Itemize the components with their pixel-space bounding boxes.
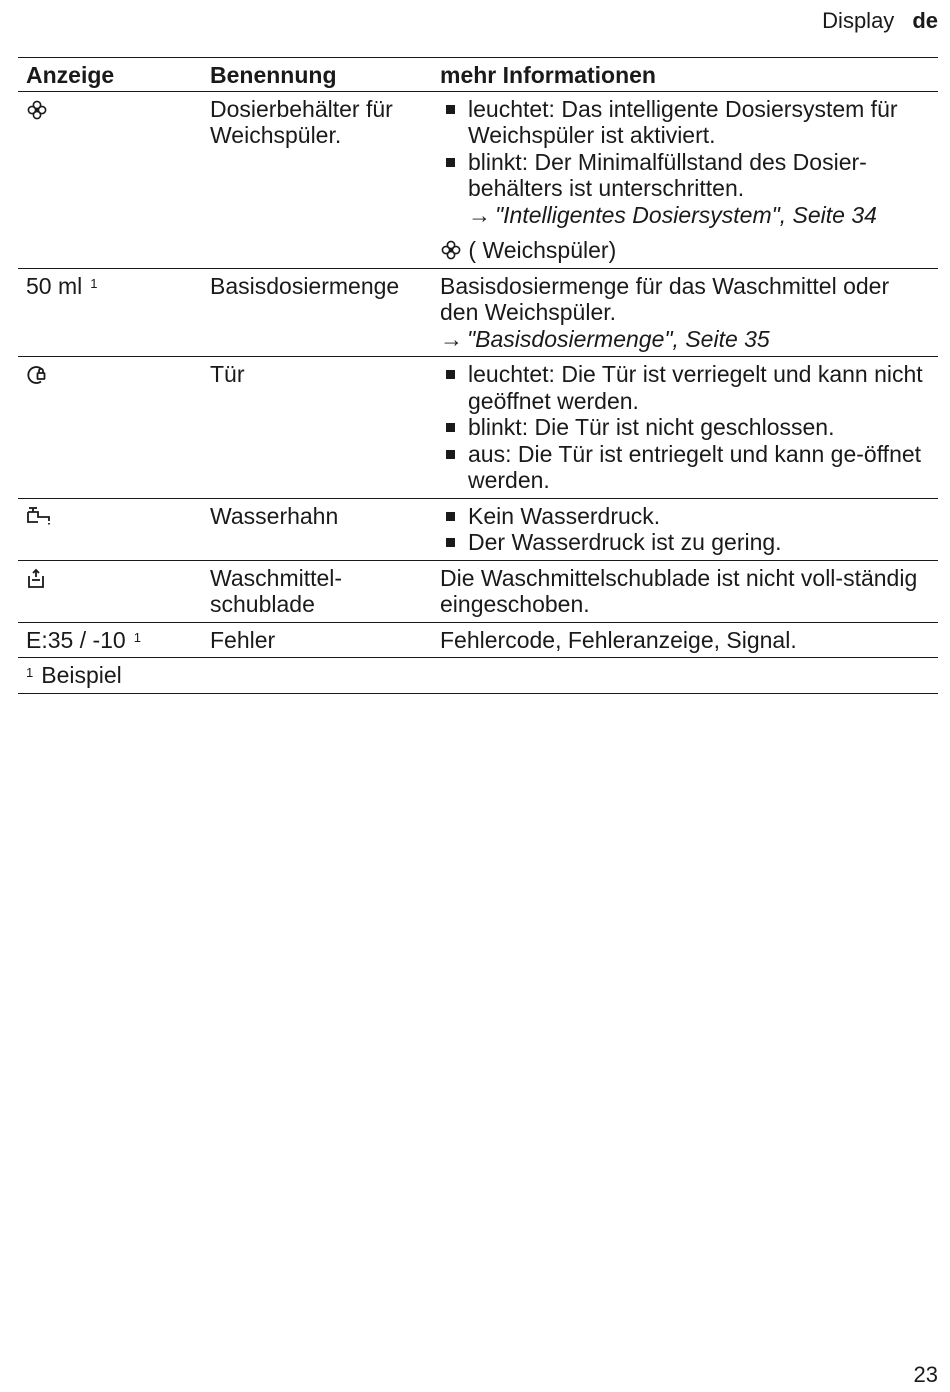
door-lock-icon <box>26 364 50 386</box>
section-title: Display <box>822 8 895 33</box>
arrow-icon: → <box>468 201 491 228</box>
list-item: aus: Die Tür ist entriegelt und kann ge-öffnet werden. <box>440 441 932 494</box>
display-value: E:35 / -10 <box>26 626 126 653</box>
list-item: Der Wasserdruck ist zu gering. <box>440 529 932 556</box>
footnote-mark: 1 <box>90 275 98 291</box>
list-item: Kein Wasserdruck. <box>440 503 932 530</box>
symbol-legend <box>440 237 932 264</box>
reference-text: "Intelligentes Dosiersystem", Seite 34 <box>495 201 877 228</box>
info-cell: Fehlercode, Fehleranzeige, Signal. <box>440 626 797 653</box>
cross-reference-link[interactable] <box>440 326 932 353</box>
display-cell <box>18 498 202 560</box>
list-item: blinkt: Die Tür ist nicht geschlossen. <box>440 414 932 441</box>
arrow-icon: → <box>440 325 463 352</box>
list-item: leuchtet: Das intelligente Dosiersystem für Weichspüler ist aktiviert. <box>440 96 932 149</box>
footnote-mark: 1 <box>26 665 34 680</box>
list-item: blinkt: Der Minimalfüllstand des Dosier-behälters ist unterschritten. <box>440 149 932 202</box>
display-cell <box>18 560 202 622</box>
table-row <box>18 357 938 499</box>
name-cell: Wasserhahn <box>210 502 339 529</box>
table-row <box>18 268 938 357</box>
info-text: Basisdosiermenge für das Waschmittel oder den Weichspüler. <box>440 272 890 325</box>
softener-icon <box>440 239 462 261</box>
column-header-benennung: Benennung <box>210 62 337 88</box>
display-cell <box>18 622 202 658</box>
page-number: 23 <box>913 1362 938 1387</box>
status-list <box>440 96 932 202</box>
footnote-mark: 1 <box>133 629 141 645</box>
display-cell <box>18 357 202 499</box>
name-cell: Waschmittel-schublade <box>210 564 343 617</box>
table-row <box>18 622 938 658</box>
language-code: de <box>912 8 938 33</box>
table-row <box>18 560 938 622</box>
name-cell: Dosierbehälter für Weichspüler. <box>210 95 393 148</box>
running-header <box>822 8 938 34</box>
cross-reference-link[interactable] <box>440 202 932 229</box>
footnote <box>18 658 938 694</box>
footnote-text: Beispiel <box>41 662 122 688</box>
display-symbols-table <box>18 57 938 694</box>
legend-text: ( Weichspüler) <box>468 237 617 263</box>
name-cell: Basisdosiermenge <box>210 272 400 299</box>
info-cell <box>432 498 938 560</box>
footnote-row <box>18 658 938 694</box>
status-list <box>440 361 932 494</box>
info-cell <box>432 268 938 357</box>
column-header-anzeige: Anzeige <box>26 62 115 88</box>
info-cell: Die Waschmittelschublade ist nicht voll-ständig eingeschoben. <box>440 564 918 617</box>
display-cell <box>18 91 202 268</box>
display-cell <box>18 268 202 357</box>
table-row <box>18 91 938 268</box>
display-value: 50 ml <box>26 272 83 299</box>
reference-text: "Basisdosiermenge", Seite 35 <box>467 325 770 352</box>
softener-dosing-icon <box>26 99 48 121</box>
table-header-row <box>18 58 938 92</box>
detergent-drawer-icon <box>26 568 48 590</box>
status-list <box>440 503 932 556</box>
column-header-info: mehr Informationen <box>440 62 656 88</box>
water-tap-icon <box>26 506 52 528</box>
table-row <box>18 498 938 560</box>
info-cell <box>432 357 938 499</box>
name-cell: Fehler <box>210 626 276 653</box>
list-item: leuchtet: Die Tür ist verriegelt und kann nicht geöffnet werden. <box>440 361 932 414</box>
info-cell <box>432 91 938 268</box>
name-cell: Tür <box>210 361 245 387</box>
